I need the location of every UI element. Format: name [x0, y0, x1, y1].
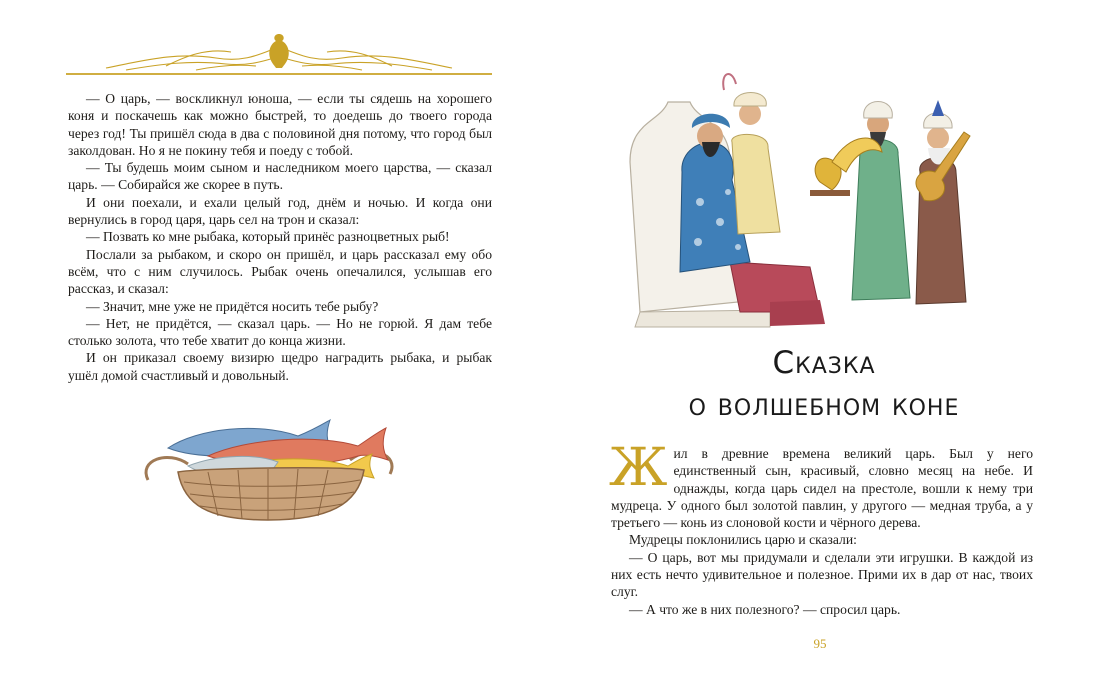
paragraph: — Позвать ко мне рыбака, который принёс разноцветных рыб!	[86, 229, 450, 245]
paragraph: И они поехали, и ехали целый год, днём и ночью. И когда они вернулись в город царя, царь сел на трон и сказал:	[68, 194, 492, 228]
paragraph: — Нет, не придётся, — сказал царь. — Но не горюй. Я дам тебе столько золота, что тебе хватит до конца жизни.	[68, 315, 492, 349]
paragraph: — Ты будешь моим сыном и наследником моего царства, — сказал царь. — Собирайся же скорее в путь.	[68, 160, 492, 193]
paragraph: — О царь, — воскликнул юноша, — если ты сядешь на хорошего коня и поскачешь как можно быстрей, то доедешь до твоего города через год! Ты пришёл сюда в два с половиной дня потому, что город был заколдован. Но я не покину тебя и поеду с тобой.	[68, 91, 492, 158]
fish-basket-illustration	[138, 410, 400, 528]
chapter-title	[610, 342, 1038, 426]
drop-cap: Ж	[609, 438, 668, 498]
left-page-text	[68, 90, 492, 384]
paragraph: Послали за рыбаком, и скоро он пришёл, и царь рассказал ему обо всём, что с ним случилось. Рыбак очень опечалился, услышав его рассказ, и сказал:	[68, 246, 492, 297]
page-number: 95	[813, 636, 827, 651]
paragraph: Мудрецы поклонились царю и сказали:	[629, 532, 857, 548]
header-ornament	[66, 30, 492, 78]
chapter-title-line-2: о волшебном коне	[688, 387, 960, 423]
paragraph: — Значит, мне уже не придётся носить тебе рыбу?	[86, 298, 379, 314]
opening-paragraph-text: ил в древние времена великий царь. Был у него единственный сын, красивый, словно месяц на небе. И однажды, когда царь сидел на престоле, вошли к нему три мудреца. У одного был золотой павлин, у другого — медная труба, а у третьего — конь из слоновой кости и чёрного дерева.	[611, 446, 1033, 531]
throne-room-illustration	[620, 62, 1030, 332]
right-page-text	[609, 438, 1033, 618]
opening-paragraph	[609, 438, 1033, 531]
chapter-title-line-1: Сказка	[772, 345, 876, 381]
paragraph: — О царь, вот мы придумали и сделали эти игрушки. В каждой из них есть нечто удивительное и полезное. Прими их в дар от нас, твоих слуг.	[611, 549, 1033, 600]
paragraph: — А что же в них полезного? — спросил царь.	[629, 601, 901, 617]
paragraph: И он приказал своему визирю щедро наградить рыбака, и рыбак ушёл домой счастливый и довольный.	[68, 350, 492, 383]
